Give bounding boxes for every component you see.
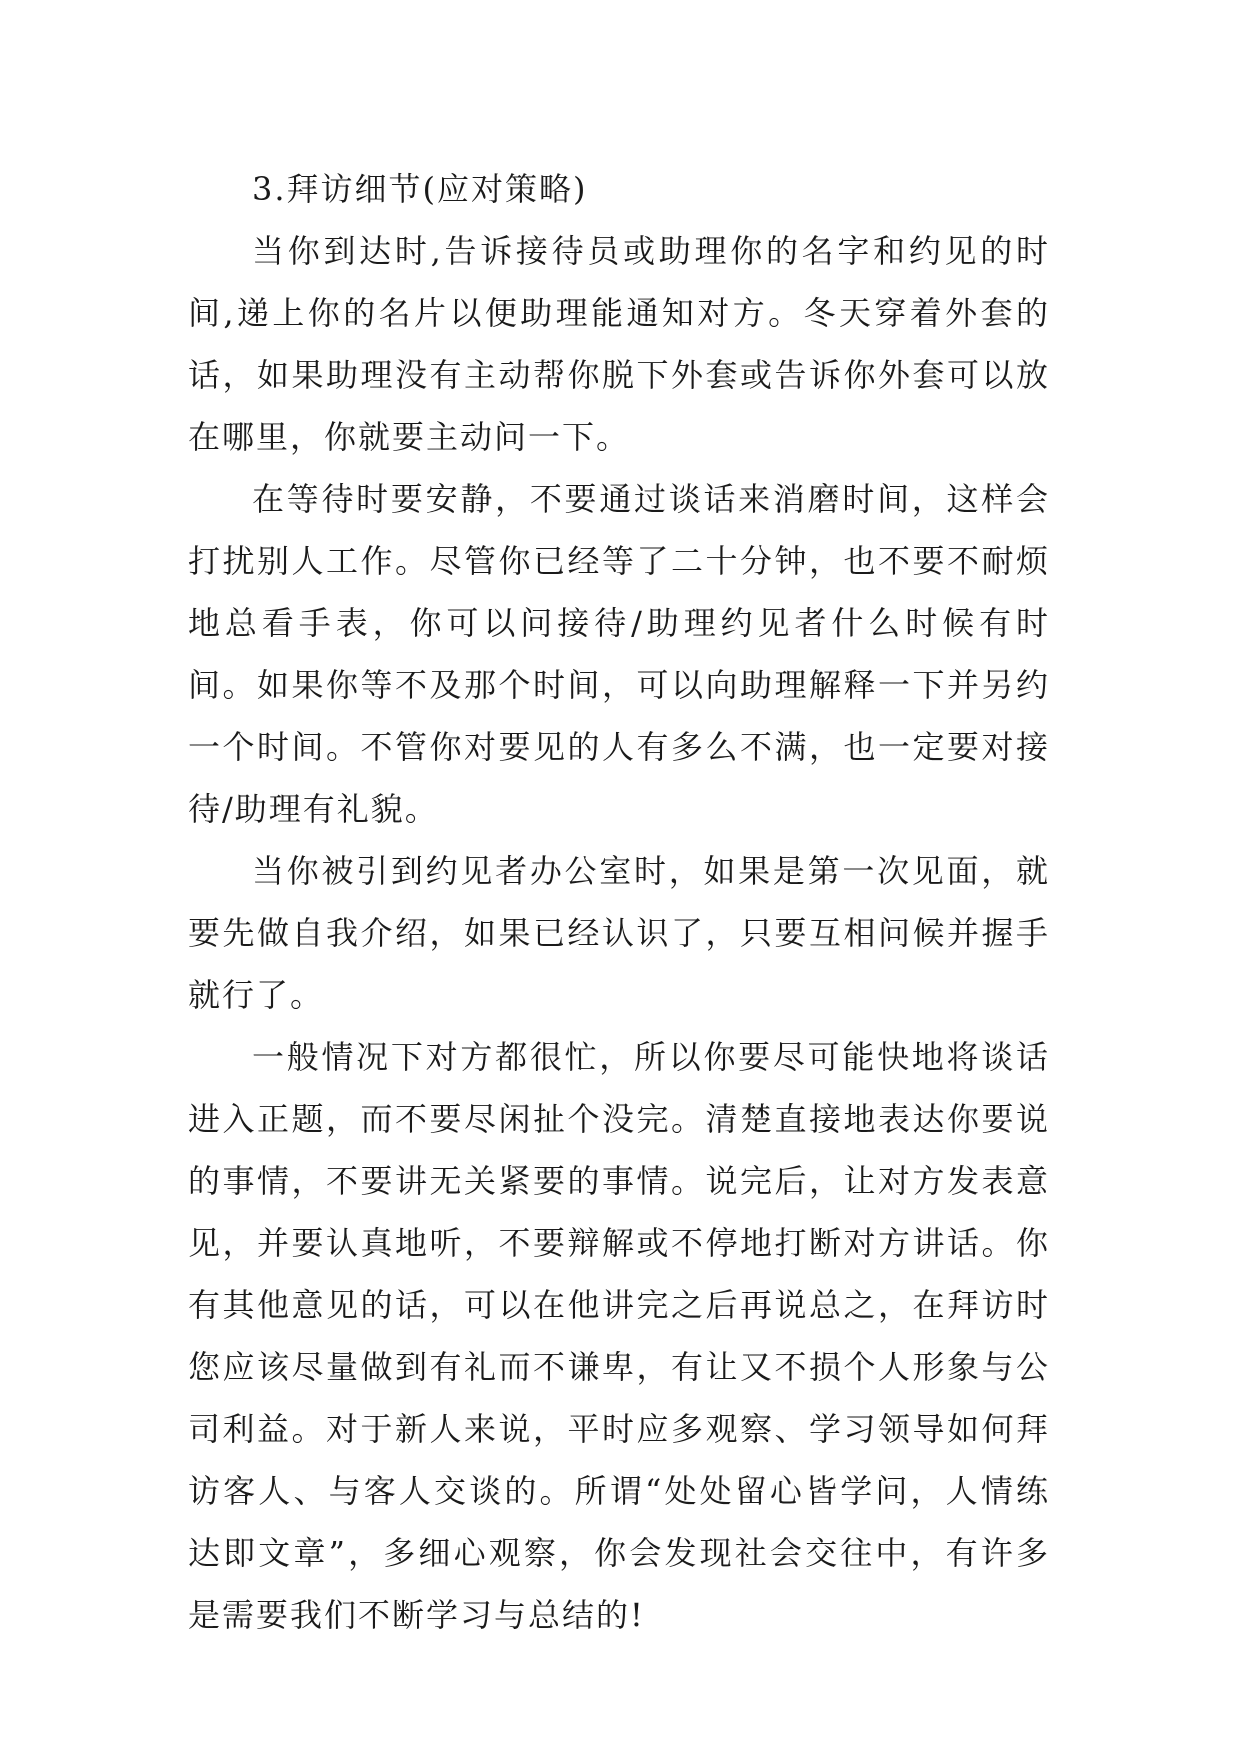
paragraph-waiting: 在等待时要安静，不要通过谈话来消磨时间，这样会打扰别人工作。尽管你已经等了二十分钟，也不要不耐烦地总看手表，你可以问接待/助理约见者什么时候有时间。如果你等不及那个时间，可以向助理解释一下并另约一个时间。不管你对要见的人有多么不满，也一定要对接待/助理有礼貌。 <box>188 480 1050 828</box>
paragraph-introduction: 当你被引到约见者办公室时，如果是第一次见面，就要先做自我介绍，如果已经认识了，只要互相问候并握手就行了。 <box>188 852 1050 1014</box>
document-body <box>188 158 1050 1646</box>
paragraph-conversation: 一般情况下对方都很忙，所以你要尽可能快地将谈话进入正题，而不要尽闲扯个没完。清楚直接地表达你要说的事情，不要讲无关紧要的事情。说完后，让对方发表意见，并要认真地听，不要辩解或不停地打断对方讲话。你有其他意见的话，可以在他讲完之后再说总之，在拜访时您应该尽量做到有礼而不谦卑，有让又不损个人形象与公司利益。对于新人来说，平时应多观察、学习领导如何拜访客人、与客人交谈的。所谓“处处留心皆学问，人情练达即文章”，多细心观察，你会发现社会交往中，有许多是需要我们不断学习与总结的! <box>188 1038 1050 1634</box>
paragraph-arrival: 当你到达时,告诉接待员或助理你的名字和约见的时间,递上你的名片以便助理能通知对方。冬天穿着外套的话，如果助理没有主动帮你脱下外套或告诉你外套可以放在哪里，你就要主动问一下。 <box>188 232 1050 456</box>
section-heading: 3.拜访细节(应对策略) <box>252 170 588 208</box>
